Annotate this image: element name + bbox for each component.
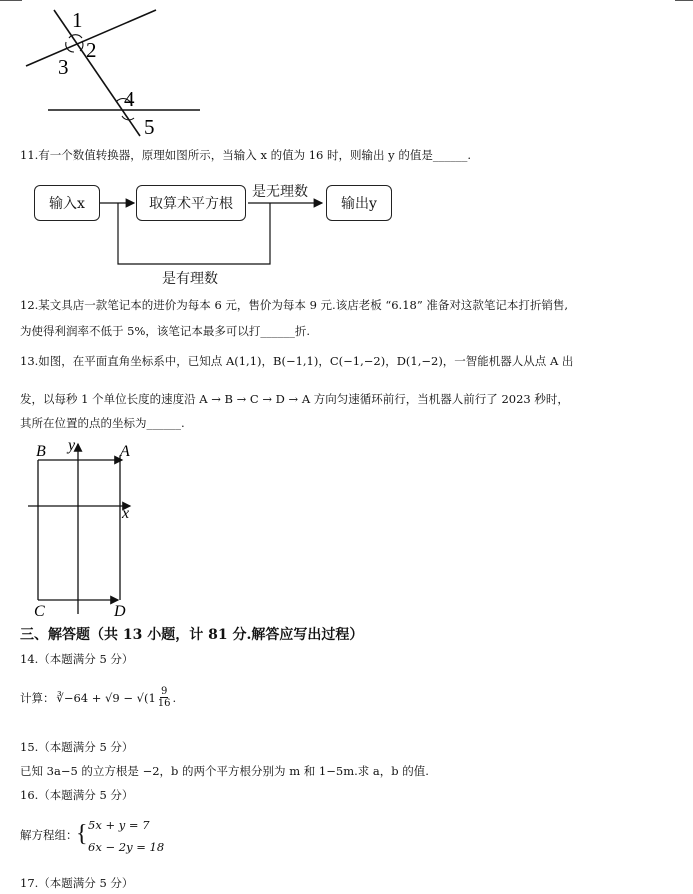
flow-output-box xyxy=(326,185,392,221)
q14-fraction-denominator: 16 xyxy=(157,698,171,709)
section-heading: 三、解答题（共 13 小题，计 81 分.解答应写出过程） xyxy=(20,627,364,643)
flow-branch-irrational: 是无理数 xyxy=(252,184,308,200)
flow-input-label: 输入x xyxy=(49,196,85,212)
q14-expr: ∛−64 + √9 − √(1 xyxy=(56,690,156,705)
q16-eq1: 5x + y = 7 xyxy=(88,818,150,832)
coordinate-figure xyxy=(22,436,142,620)
flow-process-label: 取算术平方根 xyxy=(149,196,233,212)
flow-output-label: 输出y xyxy=(341,196,377,212)
q13-line1: 13.如图，在平面直角坐标系中，已知点 A(1,1)，B(−1,1)，C(−1,−2)，D(1,−2)，一智能机器人从点 A 出 xyxy=(20,354,574,368)
q11-text: 11.有一个数值转换器，原理如图所示，当输入 x 的值为 16 时，则输出 y 的值是______. xyxy=(20,148,471,162)
flow-process-box xyxy=(136,185,246,221)
q17-title: 17.（本题满分 5 分） xyxy=(20,876,134,890)
angle-label-4: 4 xyxy=(124,87,135,111)
point-label-C: C xyxy=(34,603,45,620)
q14-suffix: . xyxy=(172,690,177,705)
q15-text: 已知 3a−5 的立方根是 −2，b 的两个平方根分别为 m 和 1−5m.求 a，b 的值. xyxy=(20,764,429,778)
page-edge-mark-left xyxy=(0,0,22,1)
point-label-D: D xyxy=(114,603,126,620)
q16-prefix: 解方程组： xyxy=(20,828,78,842)
point-label-B: B xyxy=(36,443,46,460)
axis-label-y: y xyxy=(68,437,76,454)
q13-line2: 发，以每秒 1 个单位长度的速度沿 A → B → C → D → A 方向匀速循环前行，当机器人前行了 2023 秒时， xyxy=(20,392,569,406)
angle-label-5: 5 xyxy=(144,115,155,138)
page-edge-mark-right xyxy=(675,0,693,1)
q16-eq2: 6x − 2y = 18 xyxy=(88,840,165,854)
q16-brace: { xyxy=(76,821,88,847)
angle-label-1: 1 xyxy=(72,8,83,32)
q15-title: 15.（本题满分 5 分） xyxy=(20,740,134,754)
axis-label-x: x xyxy=(122,505,130,522)
q14-prefix: 计算： xyxy=(20,690,55,705)
q14-title: 14.（本题满分 5 分） xyxy=(20,652,134,666)
q12-line2: 为使得利润率不低于 5%，该笔记本最多可以打______折. xyxy=(20,324,311,338)
q14-fraction-numerator: 9 xyxy=(160,686,168,697)
q14-expression xyxy=(20,686,176,709)
angle-label-3: 3 xyxy=(58,55,69,79)
parallel-lines-figure xyxy=(14,2,214,138)
q16-title: 16.（本题满分 5 分） xyxy=(20,788,134,802)
angle-label-2: 2 xyxy=(86,38,97,62)
q14-fraction xyxy=(158,686,171,709)
flow-branch-rational: 是有理数 xyxy=(162,271,218,287)
q12-line1: 12.某文具店一款笔记本的进价为每本 6 元，售价为每本 9 元.该店老板 “6.18” 准备对这款笔记本打折销售, xyxy=(20,298,569,312)
flow-input-box xyxy=(34,185,100,221)
point-label-A: A xyxy=(120,443,130,460)
q13-line3: 其所在位置的点的坐标为______. xyxy=(20,416,185,430)
